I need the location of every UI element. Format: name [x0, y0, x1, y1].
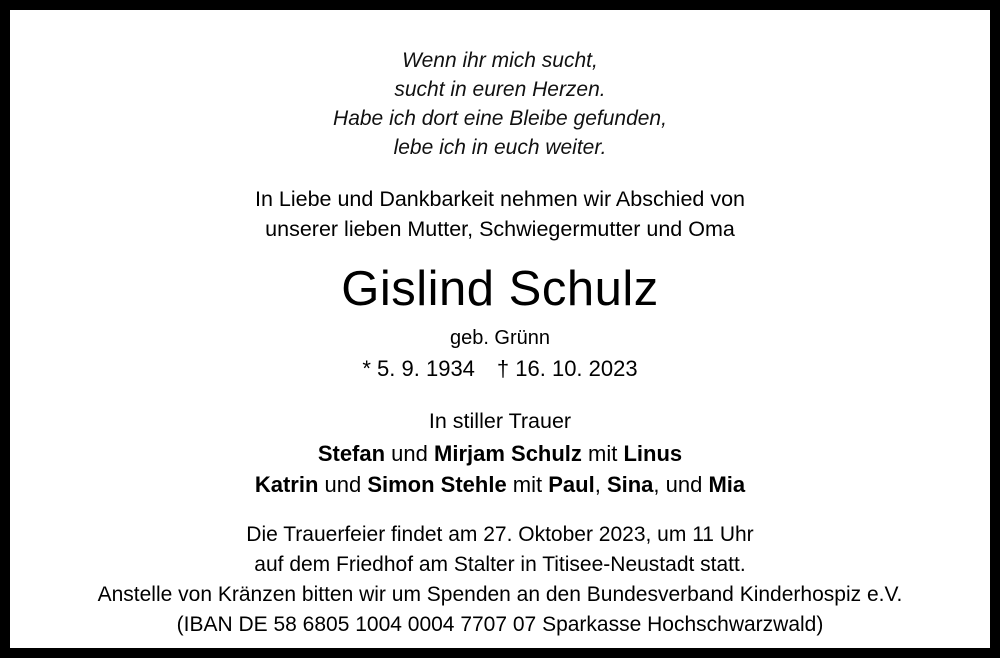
family-sep-2c: , [594, 472, 607, 497]
family-sep-1b: mit [581, 441, 624, 466]
funeral-details [98, 520, 903, 640]
intro-line-1: In Liebe und Dankbarkeit nehmen wir Abschied von [254, 187, 746, 211]
family-line-2 [255, 469, 745, 500]
death-date: † 16. 10. 2023 [496, 356, 638, 381]
obituary-content [10, 10, 990, 648]
introduction-text [255, 184, 745, 244]
intro-line-2: unserer lieben Mutter, Schwiegermutter und Oma [265, 217, 735, 241]
family-member-paul: Paul [548, 472, 595, 497]
family-member-katrin: Katrin [254, 472, 319, 497]
service-line-1: Die Trauerfeier findet am 27. Oktober 2023, um 11 Uhr [246, 523, 754, 546]
family-list [255, 438, 745, 500]
family-member-mia: Mia [708, 472, 746, 497]
verse-line-1: Wenn ihr mich sucht, [402, 49, 598, 72]
deceased-name: Gislind Schulz [341, 262, 659, 316]
family-sep-2b: mit [506, 472, 549, 497]
iban-line: (IBAN DE 58 6805 1004 0004 7707 07 Sparkasse Hochschwarzwald) [176, 613, 824, 636]
mourning-title: In stiller Trauer [428, 409, 572, 433]
donation-line: Anstelle von Kränzen bitten wir um Spenden an den Bundesverband Kinderhospiz e.V. [97, 583, 903, 606]
family-sep-1a: und [385, 441, 434, 466]
life-dates [362, 354, 637, 384]
family-sep-2a: und [318, 472, 368, 497]
family-sep-2d: , und [653, 472, 709, 497]
family-member-stefan: Stefan [317, 441, 386, 466]
family-member-simon-stehle: Simon Stehle [367, 472, 507, 497]
verse-line-4: lebe ich in euch weiter. [393, 136, 607, 159]
memorial-verse [333, 46, 667, 162]
family-line-1 [255, 438, 745, 469]
family-member-sina: Sina [606, 472, 654, 497]
family-member-mirjam-schulz: Mirjam Schulz [434, 441, 582, 466]
birth-date: * 5. 9. 1934 [362, 356, 475, 381]
verse-line-3: Habe ich dort eine Bleibe gefunden, [333, 107, 667, 130]
family-member-linus: Linus [623, 441, 683, 466]
verse-line-2: sucht in euren Herzen. [394, 78, 606, 101]
service-line-2: auf dem Friedhof am Stalter in Titisee-Neustadt statt. [254, 553, 746, 576]
maiden-name: geb. Grünn [449, 327, 551, 349]
